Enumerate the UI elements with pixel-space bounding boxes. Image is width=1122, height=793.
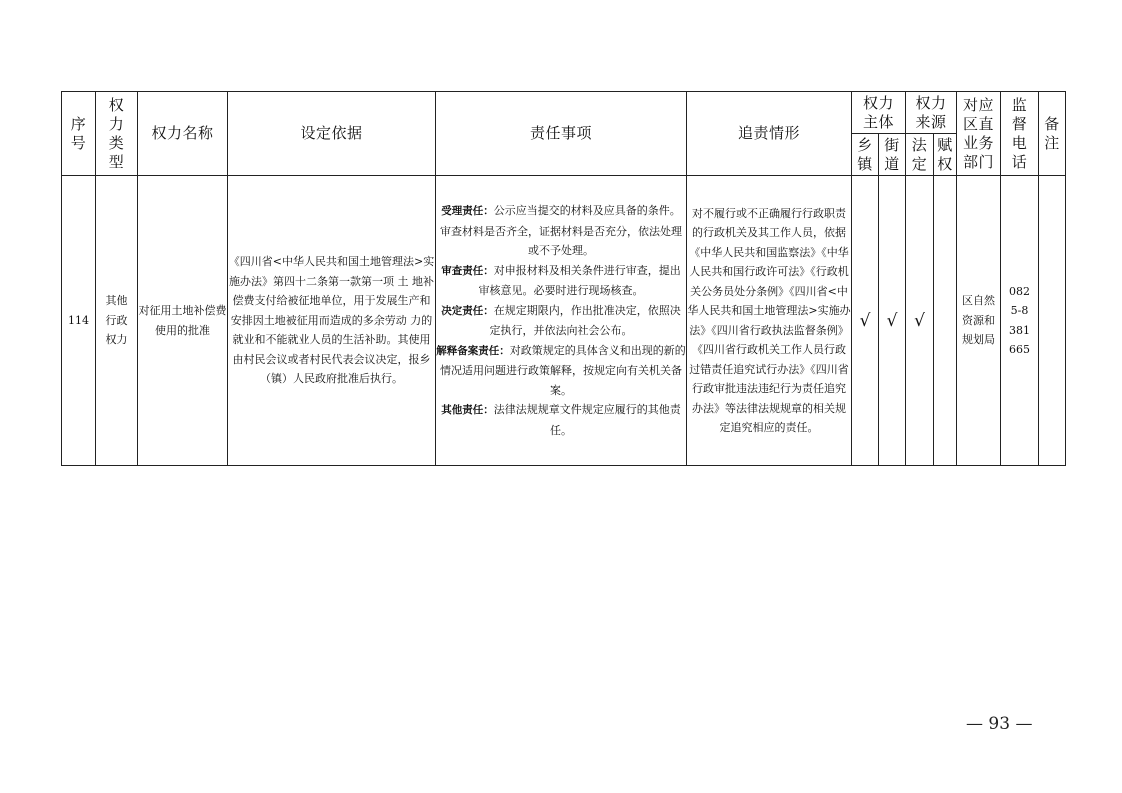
duty-item: 受理责任：公示应当提交的材料及应具备的条件。审查材料是否齐全，证据材料是否充分，依法处理或不予处理。: [440, 204, 682, 257]
cell-duties: [436, 176, 687, 466]
header-remarks: 备注: [1039, 92, 1066, 176]
duty-item: 解释备案责任：对政策规定的具体含义和出现的新的情况适用问题进行政策解释，按规定向有关机关备案。: [436, 343, 686, 397]
header-source-legal: 法定: [906, 134, 934, 176]
cell-basis: 《四川省<中华人民共和国土地管理法>实施办法》第四十二条第一款第一项 土 地补偿费支付给被征地单位，用于发展生产和安排因土地被征用而造成的多余劳动 力的就业和不能就业人员的生活补助。其使用由村民会议或者村民代表会议决定，报乡（镇）人民政府批准后执行。: [228, 176, 436, 466]
header-subject-town: 乡镇: [852, 134, 879, 176]
header-name: 权力名称: [138, 92, 228, 176]
header-source-granted: 赋权: [934, 134, 957, 176]
page-number: — 93 —: [966, 714, 1033, 734]
header-accountability: 追责情形: [687, 92, 852, 176]
duty-item: 其他责任：法律法规规章文件规定应履行的其他责任。: [441, 403, 681, 437]
check-subject-street: √: [879, 176, 906, 466]
header-subject: 权力主体: [852, 92, 906, 134]
duty-item: 决定责任：在规定期限内，作出批准决定，依照决定执行，并依法向社会公布。: [441, 303, 681, 337]
header-duties: 责任事项: [436, 92, 687, 176]
cell-remarks: [1039, 176, 1066, 466]
power-list-table: [61, 91, 1066, 466]
cell-department: 区自然资源和规划局: [957, 176, 1001, 466]
header-phone: 监督电话: [1001, 92, 1039, 176]
cell-seq: 114: [62, 176, 96, 466]
header-basis: 设定依据: [228, 92, 436, 176]
check-subject-town: √: [852, 176, 879, 466]
header-source: 权力来源: [906, 92, 957, 134]
header-subject-street: 街道: [879, 134, 906, 176]
header-type: 权力类型: [96, 92, 138, 176]
header-seq: 序号: [62, 92, 96, 176]
cell-accountability: 对不履行或不正确履行行政职责的行政机关及其工作人员，依据《中华人民共和国监察法》《中华人民共和国行政许可法》《行政机关公务员处分条例》《四川省<中华人民共和国土地管理法>实施办法》《四川省行政执法监督条例》《四川省行政机关工作人员行政过错责任追究试行办法》《四川省行政审批违法违纪行为责任追究办法》等法律法规规章的相关规定追究相应的责任。: [687, 176, 852, 466]
cell-type: 其他行政权力: [96, 176, 138, 466]
duty-item: 审查责任：对申报材料及相关条件进行审查，提出审核意见。必要时进行现场核查。: [441, 263, 681, 297]
header-department: 对应区直业务部门: [957, 92, 1001, 176]
table-row: [62, 176, 1066, 466]
check-source-granted: [934, 176, 957, 466]
cell-name: 对征用土地补偿费使用的批准: [138, 176, 228, 466]
cell-phone: 0825-8381665: [1001, 176, 1039, 466]
check-source-legal: √: [906, 176, 934, 466]
